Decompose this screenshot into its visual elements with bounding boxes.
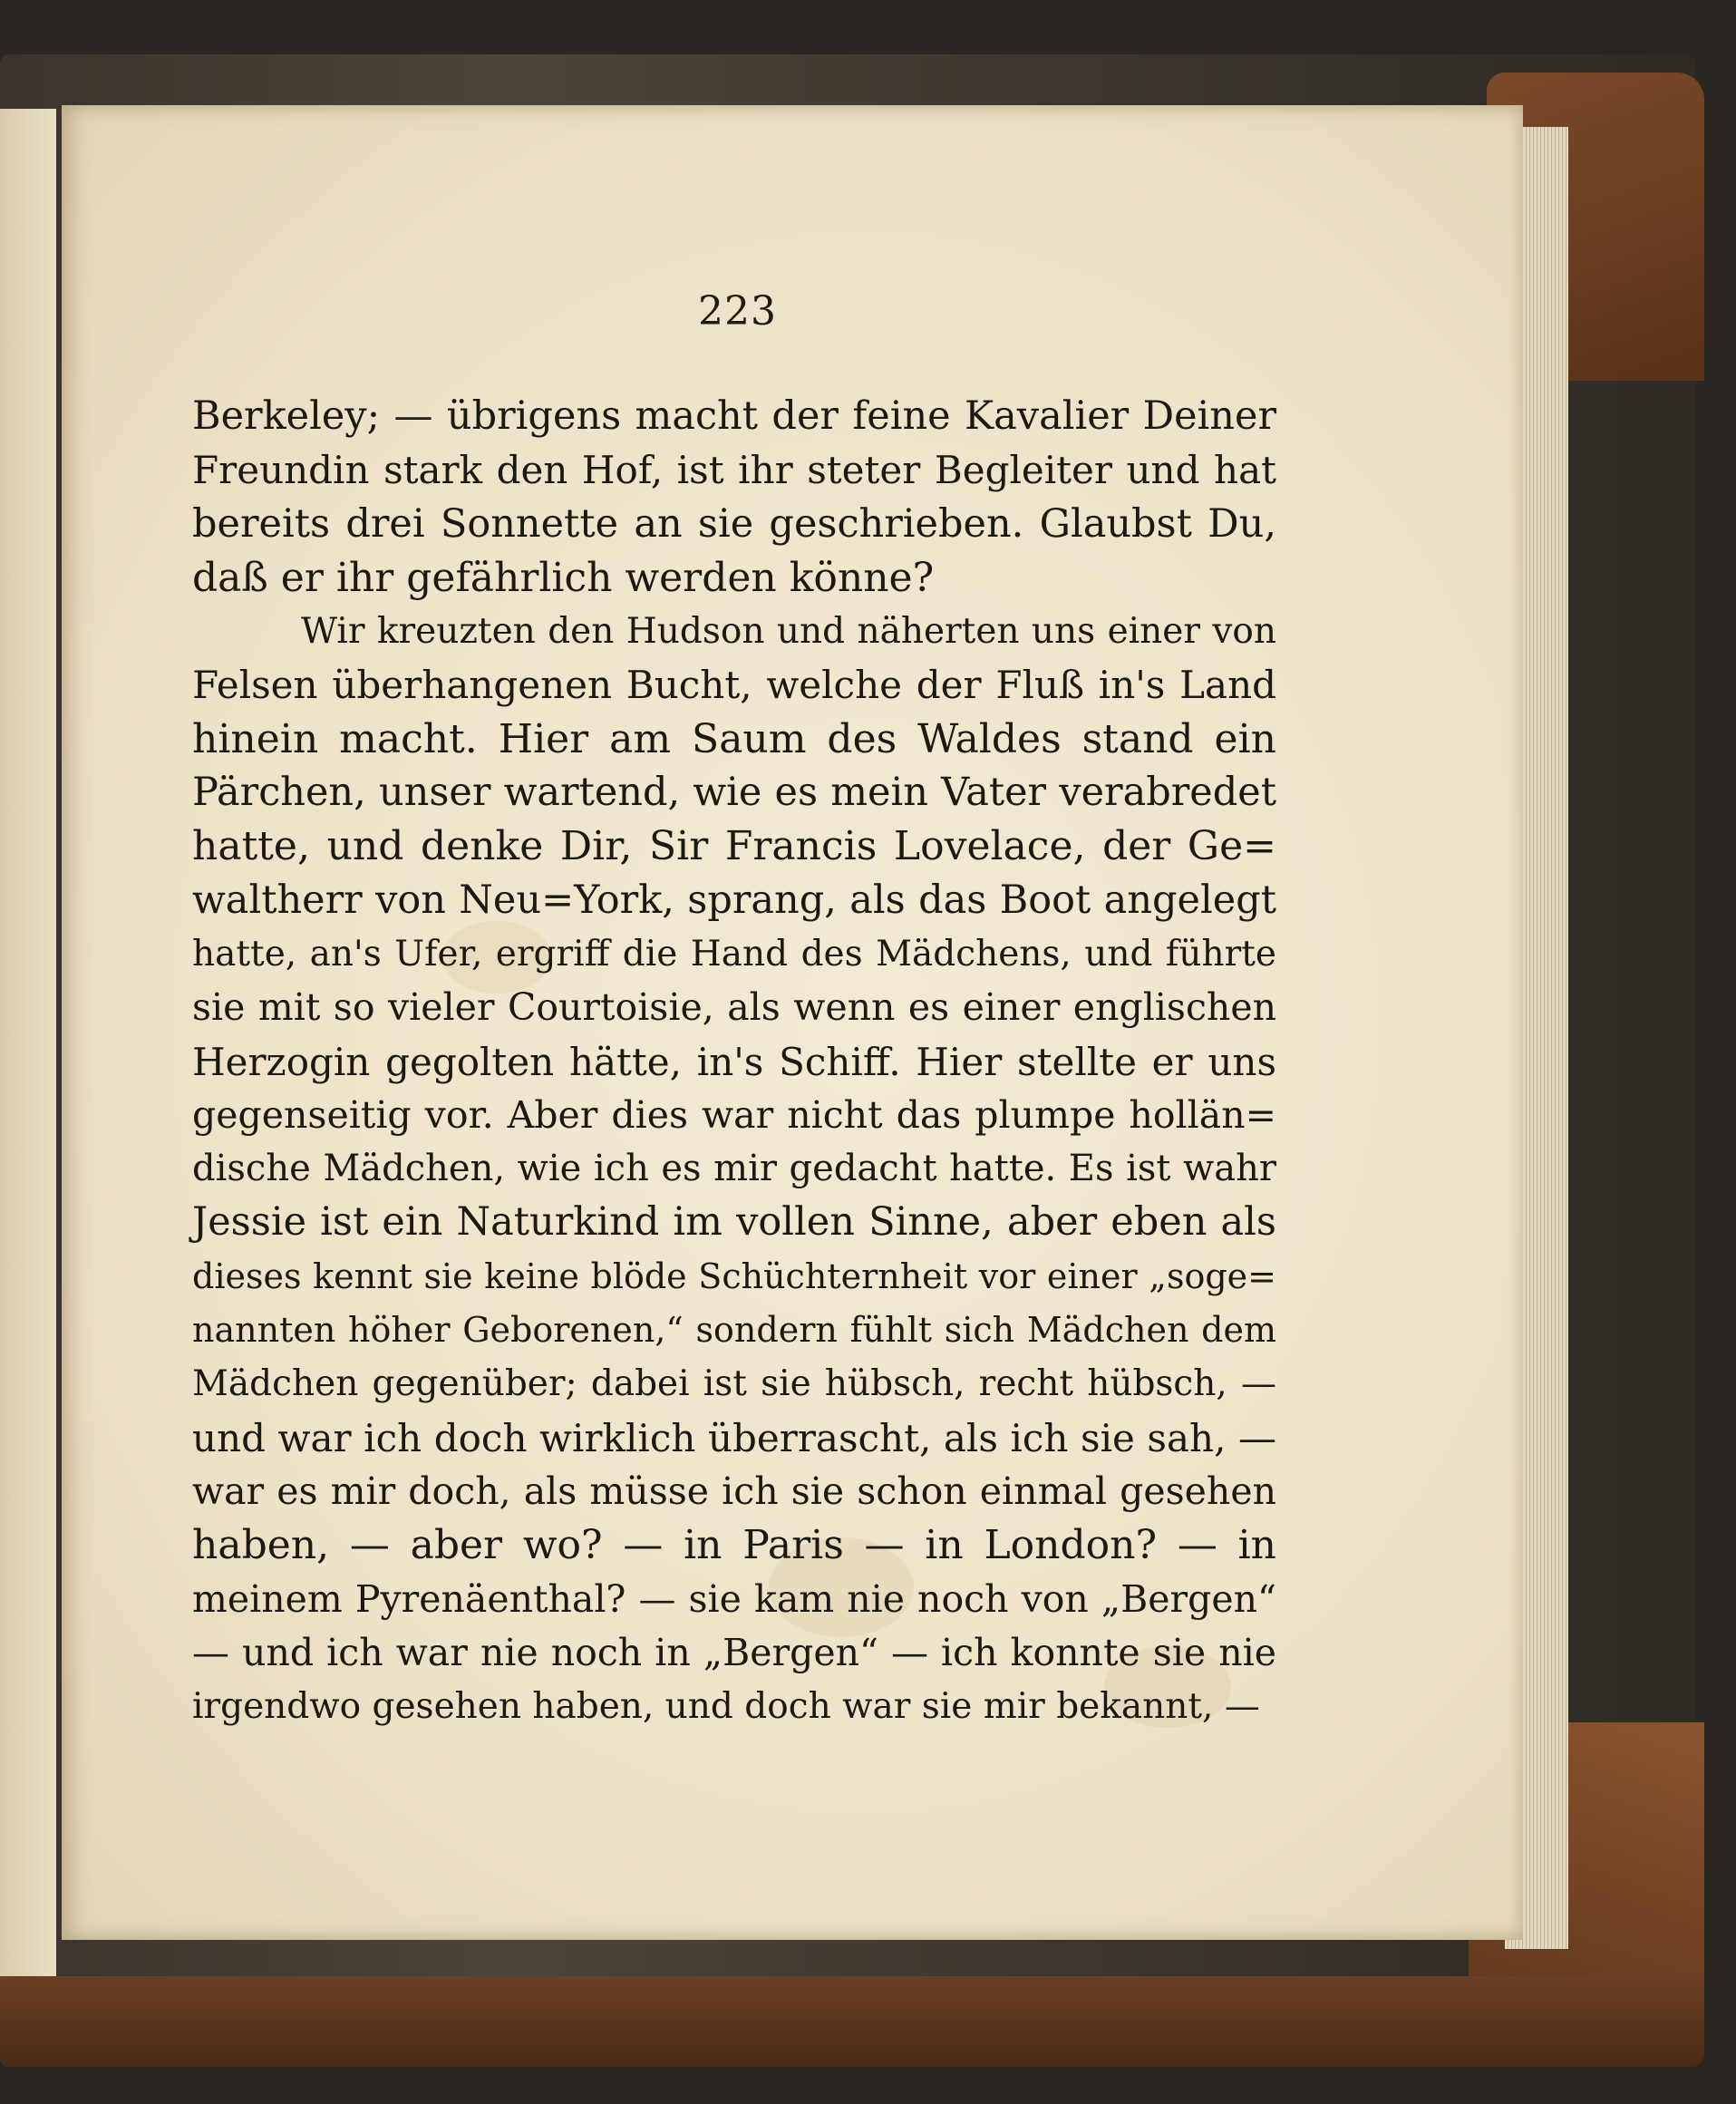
text-line: und war ich doch wirklich überrascht, als ich sie sah, — xyxy=(192,1415,1276,1460)
text-line: Freundin stark den Hof, ist ihr steter Begleiter und hat xyxy=(192,448,1276,493)
text-line: Mädchen gegenüber; dabei ist sie hübsch, recht hübsch, — xyxy=(192,1363,1276,1405)
text-line: hinein macht. Hier am Saum des Waldes stand ein xyxy=(192,715,1276,762)
text-line: sie mit so vieler Courtoisie, als wenn es einer englischen xyxy=(192,985,1276,1030)
text-line: war es mir doch, als müsse ich sie schon einmal gesehen xyxy=(192,1469,1276,1513)
left-page-edge xyxy=(0,109,56,1976)
text-line: Herzogin gegolten hätte, in's Schiff. Hier stellte er uns xyxy=(192,1039,1276,1084)
page-number: 223 xyxy=(698,288,777,335)
text-line: dische Mädchen, wie ich es mir gedacht hatte. Es ist wahr xyxy=(192,1148,1276,1190)
text-line: haben, — aber wo? — in Paris — in London? — in xyxy=(192,1522,1276,1569)
text-line: dieses kennt sie keine blöde Schüchternheit vor einer „soge= xyxy=(192,1256,1276,1296)
text-line: bereits drei Sonnette an sie geschrieben. Glaubst Du, xyxy=(192,500,1276,547)
text-line: waltherr von Neu=York, sprang, als das Boot angelegt xyxy=(192,877,1276,923)
body-text xyxy=(192,390,1276,1733)
text-line: hatte, und denke Dir, Sir Francis Lovelace, der Ge= xyxy=(192,823,1276,870)
text-line: Wir kreuzten den Hudson und näherten uns einer von xyxy=(301,611,1276,653)
text-line: Berkeley; — übrigens macht der feine Kavalier Deiner xyxy=(192,393,1276,439)
text-line: Jessie ist ein Naturkind im vollen Sinne, aber eben als xyxy=(192,1199,1276,1246)
text-line: — und ich war nie noch in „Bergen“ — ich konnte sie nie xyxy=(192,1630,1276,1674)
text-line: gegenseitig vor. Aber dies war nicht das plumpe hollän= xyxy=(192,1092,1276,1137)
text-line: daß er ihr gefährlich werden könne? xyxy=(192,554,935,601)
text-line: hatte, an's Ufer, ergriff die Hand des Mädchens, und führte xyxy=(192,933,1276,974)
text-line: Felsen überhangenen Bucht, welche der Fluß in's Land xyxy=(192,663,1276,708)
text-line: irgendwo gesehen haben, und doch war sie mir bekannt, — xyxy=(192,1686,1260,1728)
cover-bottom-edge xyxy=(0,1976,1704,2067)
text-line: Pärchen, unser wartend, wie es mein Vater verabredet xyxy=(192,770,1276,816)
text-line: meinem Pyrenäenthal? — sie kam nie noch von „Bergen“ xyxy=(192,1576,1276,1621)
text-line: nannten höher Geborenen,“ sondern fühlt sich Mädchen dem xyxy=(192,1310,1276,1351)
